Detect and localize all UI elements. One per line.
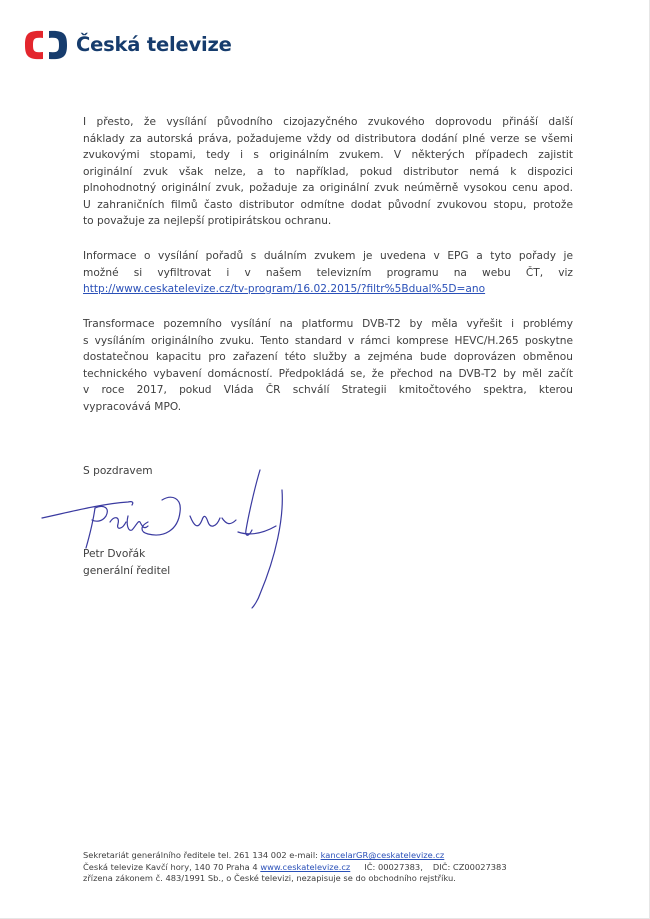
paragraph-line: zvukovými stopami, tedy i s originálním zvukem. V některých případech zajistit bbox=[83, 149, 573, 161]
footer-line-contact bbox=[83, 850, 507, 862]
paragraph-line: s vysíláním originálního zvuku. Tento standard v rámci komprese HEVC/H.265 poskytne bbox=[83, 334, 573, 347]
paragraph-epg-info bbox=[83, 248, 573, 298]
paragraph-line: U zahraničních filmů často distributor odmítne dodat původní zvukovou stopu, protože bbox=[83, 198, 573, 211]
footer-web-link[interactable]: www.ceskatelevize.cz bbox=[260, 861, 351, 872]
paragraph-line: originální zvuk však nelze, a to například, pokud distributor nemá k dispozici bbox=[83, 165, 573, 178]
footer-line-address bbox=[83, 862, 507, 874]
ct-logo-right-bracket bbox=[49, 31, 67, 59]
paragraph-line: Transformace pozemního vysílání na platformu DVB-T2 by měla vyřešit i problémy bbox=[83, 318, 573, 330]
paragraph-original-audio bbox=[83, 114, 573, 230]
logo-wordmark: Česká televize bbox=[76, 33, 232, 57]
handwritten-signature bbox=[40, 460, 300, 610]
footer-ic: IČ: 00027383, bbox=[364, 861, 423, 872]
paragraph-line: náklady za autorská práva, požadujeme vždy od distributora dodání plné verze se všemi bbox=[83, 132, 573, 145]
paragraph-line: plnohodnotný originální zvuk, požaduje za originální zvuk neúměrně vysokou cenu apod. bbox=[83, 182, 573, 194]
footer-contact-text: Sekretariát generálního ředitele tel. 261 134 002 e-mail: bbox=[83, 850, 318, 860]
letter-footer bbox=[83, 850, 507, 885]
tv-program-link[interactable]: http://www.ceskatelevize.cz/tv-program/16.02.2015/?filtr%5Bdual%5D=ano bbox=[83, 283, 486, 295]
footer-line-legal: zřízena zákonem č. 483/1991 Sb., o České televizi, nezapisuje se do obchodního rejstříku. bbox=[83, 873, 456, 884]
paragraph-line: to považuje za nejlepší protipirátskou ochranu. bbox=[83, 215, 332, 227]
ct-logo-icon bbox=[24, 29, 68, 61]
paragraph-dvb-t2 bbox=[83, 316, 573, 415]
paragraph-line: dostatečnou kapacitu pro zařazení této služby a zejména bude doprovázen obměnou bbox=[83, 351, 573, 363]
ct-logo bbox=[24, 29, 232, 61]
paragraph-line: vypracovává MPO. bbox=[83, 400, 182, 413]
signer-block bbox=[83, 546, 170, 579]
ct-logo-left-bracket bbox=[25, 31, 43, 59]
paragraph-line: technického vybavení domácností. Předpokládá se, že přechod na DVB-T2 by měl začít bbox=[83, 367, 573, 380]
closing-greeting: S pozdravem bbox=[83, 465, 153, 477]
signer-title: generální ředitel bbox=[83, 564, 171, 577]
paragraph-line: možné si vyfiltrovat i v našem televizním programu na webu ČT, viz bbox=[83, 266, 573, 279]
tv-program-link-line bbox=[83, 281, 573, 298]
paragraph-line: Informace o vysílání pořadů s duálním zvukem je uvedena v EPG a tyto pořady je bbox=[83, 250, 573, 262]
paragraph-line: I přesto, že vysílání původního cizojazyčného zvukového doprovodu přináší další bbox=[83, 116, 573, 128]
footer-email-link[interactable]: kancelarGR@ceskatelevize.cz bbox=[320, 850, 445, 860]
footer-dic: DIČ: CZ00027383 bbox=[432, 861, 507, 872]
paragraph-line: v roce 2017, pokud Vláda ČR schválí Strategii kmitočtového spektra, kterou bbox=[83, 384, 573, 396]
signer-name: Petr Dvořák bbox=[83, 548, 146, 560]
footer-address-text: Česká televize Kavčí hory, 140 70 Praha 4 bbox=[83, 861, 258, 872]
